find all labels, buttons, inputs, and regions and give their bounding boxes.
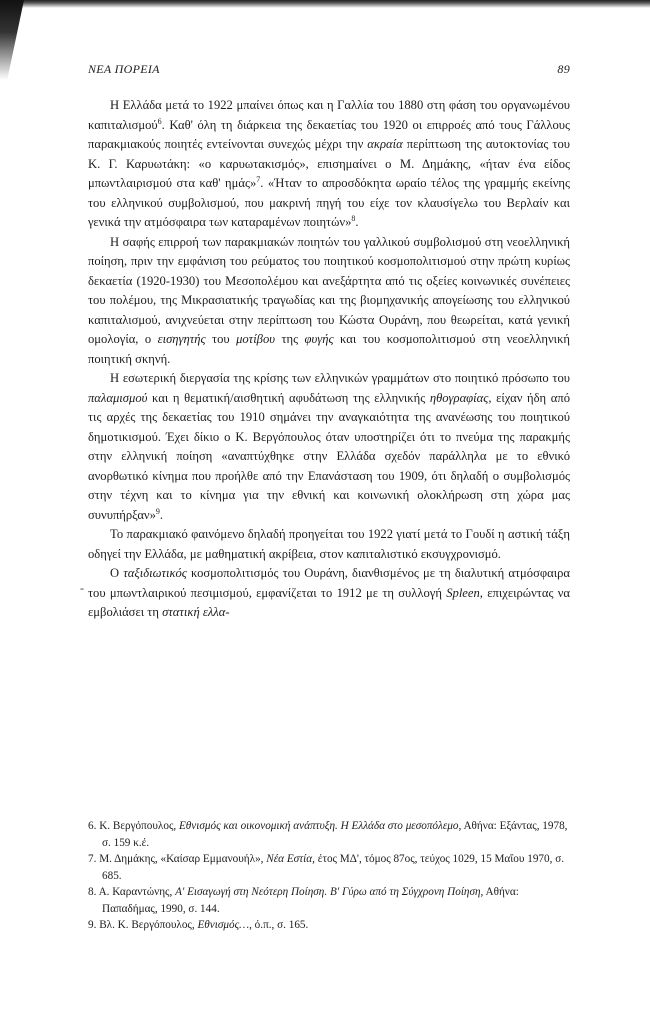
footnotes (88, 818, 570, 934)
scan-top-shadow (0, 0, 650, 8)
text-run: 7. Μ. Δημάκης, «Καίσαρ Εμμανουήλ», (88, 853, 267, 865)
scan-edge (0, 0, 24, 80)
footnote (88, 851, 570, 884)
italic-run: Εθνισμός και οικονομική ανάπτυξη. Η Ελλάδα στο μεσοπόλεμο, (178, 820, 462, 832)
text-run: είχαν ήδη από τις αρχές της δεκαετίας του 1910 σημάνει την αναγκαιότητα της ανανέωσης του ποιητικού δημοτικισμού. Έχει δίκιο ο Κ. Βεργόπουλος όταν υποστηρίζει ότι το πνεύμα της παρακμής στην ελληνική ποίηση «αναπτύχθηκε στην Ελλάδα σχεδόν παράλληλα με το εθνικό ανορθωτικό κίνημα που προήλθε από την Επανάσταση του 1909, ότι δηλαδή ο συμβολισμός στην τέχνη και το κίνημα για την εθνική και κοινωνική ολοκλήρωση στη χώρα μας συνυπήρξαν» (88, 390, 570, 522)
text-run: της (275, 332, 305, 346)
italic-run: ταξιδιωτικός (123, 566, 187, 580)
text-run: . «Ήταν το απροσδόκητα ωραίο τέλος της γραμμής εκείνης του ελληνικού συμβολισμού, που μακρινή πηγή του είχε τον κλαυσίγελω του Βερλαίν και γενικά την ατμόσφαιρα των καταραμένων ποιητών» (88, 176, 570, 229)
italic-run: Spleen, (446, 585, 483, 600)
text-run: Το παρακμιακό φαινόμενο δηλαδή προηγείται του 1922 γιατί μετά το Γουδί η αστική τάξη οδηγεί την Ελλάδα, με μαθηματική ακρίβεια, στον καπιταλιστικό εκσυγχρονισμό. (88, 527, 570, 561)
text-run: . (355, 215, 359, 229)
text-run: και του κοσμοπολιτισμού στη νεοελληνική ποιητική σκηνή. (88, 332, 571, 366)
paragraph (88, 369, 570, 525)
paragraph (88, 564, 570, 623)
footnote-ref: 8 (351, 213, 356, 223)
text-run: περίπτωση της αυτοκτονίας του Κ. Γ. Καρυωτάκη: «ο καρυωτακισμός», επισημαίνει ο Μ. Δημάκης, «ήταν ένα είδος μπωντλαιρισμού στα καθ' ημάς» (88, 137, 570, 190)
italic-run: Νέα Εστία, (266, 853, 315, 865)
italic-run: φυγής (304, 332, 334, 346)
text-run: 8. Α. Καραντώνης, (88, 886, 176, 898)
text-run: . (159, 507, 164, 522)
page-number: 89 (557, 62, 570, 76)
text-run: Ο (110, 566, 124, 580)
footnote-ref: 6 (157, 116, 162, 126)
text-run: 6. Κ. Βεργόπουλος, (88, 820, 179, 832)
italic-run: ακραία (367, 137, 403, 151)
running-head (88, 62, 570, 77)
text-run: 9. Βλ. Κ. Βεργόπουλος, (88, 919, 198, 931)
footnote (88, 884, 570, 917)
italic-run: Εθνισμός…, (197, 919, 252, 931)
italic-run: εισηγητής (157, 332, 206, 346)
footnote-ref: 7 (256, 174, 261, 184)
text-run: και η θεματική/αισθητική αφυδάτωση της ελληνικής (147, 390, 430, 405)
text-run: . Καθ' όλη τη διάρκεια της δεκαετίας του 1920 οι επιρροές από τους Γάλλους παρακμιακούς ποιητές εντείνονται συνεχώς μέχρι την (88, 117, 570, 151)
italic-run: Α' Εισαγωγή στη Νεότερη Ποίηση. Β' Γύρω από τη Σύγχρονη Ποίηση, (175, 886, 484, 898)
footnote-ref: 9 (155, 506, 160, 516)
running-title: ΝΕΑ ΠΟΡΕΙΑ (88, 62, 160, 76)
footnote (88, 818, 570, 851)
text-run: Η σαφής επιρροή των παρακμιακών ποιητών του γαλλικού συμβολισμού στη νεοελληνική ποίηση, πριν την εμφάνιση του ρεύματος του ποιητικού κοσμοπολιτισμού στην πρώτη κυρίως δεκαετία (1920-1930) του Μεσοπολέμου και ανεξάρτητα από τις οξείες κοινωνικές συνέπειες του πολέμου, της Μικρασιατικής τραγωδίας και της βιομηχανικής απογείωσης του ελληνικού καπιταλισμού, ανιχνεύεται στην περίπτωση του Κώστα Ουράνη, που θεωρείται, κατά γενική ομολογία, ο (88, 234, 570, 346)
margin-mark: - (80, 581, 84, 595)
text-run: του (205, 332, 237, 346)
italic-run: ηθογραφίας, (429, 390, 492, 405)
paragraph (88, 233, 570, 370)
text-run: έτος ΜΔ', τόμος 87ος, τεύχος 1029, 15 Μαΐου 1970, σ. 685. (102, 853, 565, 882)
text-run: Η Ελλάδα μετά το 1922 μπαίνει όπως και η Γαλλία του 1880 στη φάση του οργανωμένου καπιταλισμού (88, 98, 570, 132)
footnote (88, 917, 570, 934)
italic-run: στατική ελλα- (162, 605, 230, 619)
body-text (88, 96, 570, 623)
paragraph (88, 96, 570, 233)
text-run: ό.π., σ. 165. (251, 919, 309, 931)
text-run: επιχειρώντας να εμβολιάσει τη (88, 585, 570, 619)
text-run: Αθήνα: Παπαδήμας, 1990, σ. 144. (102, 886, 519, 915)
text-run: κοσμοπολιτισμός του Ουράνη, διανθισμένος με τη διαλυτική ατμόσφαιρα του μπωντλαιρικού πεσιμισμού, εμφανίζεται το 1912 με τη συλλογή (88, 566, 570, 600)
text-run: Η εσωτερική διεργασία της κρίσης των ελληνικών γραμμάτων στο ποιητικό πρόσωπο του (110, 371, 570, 385)
italic-run: μοτίβου (236, 332, 276, 346)
italic-run: παλαμισμού (88, 390, 148, 405)
paragraph (88, 525, 570, 564)
text-run: Αθήνα: Εξάντας, 1978, σ. 159 κ.έ. (102, 820, 568, 849)
